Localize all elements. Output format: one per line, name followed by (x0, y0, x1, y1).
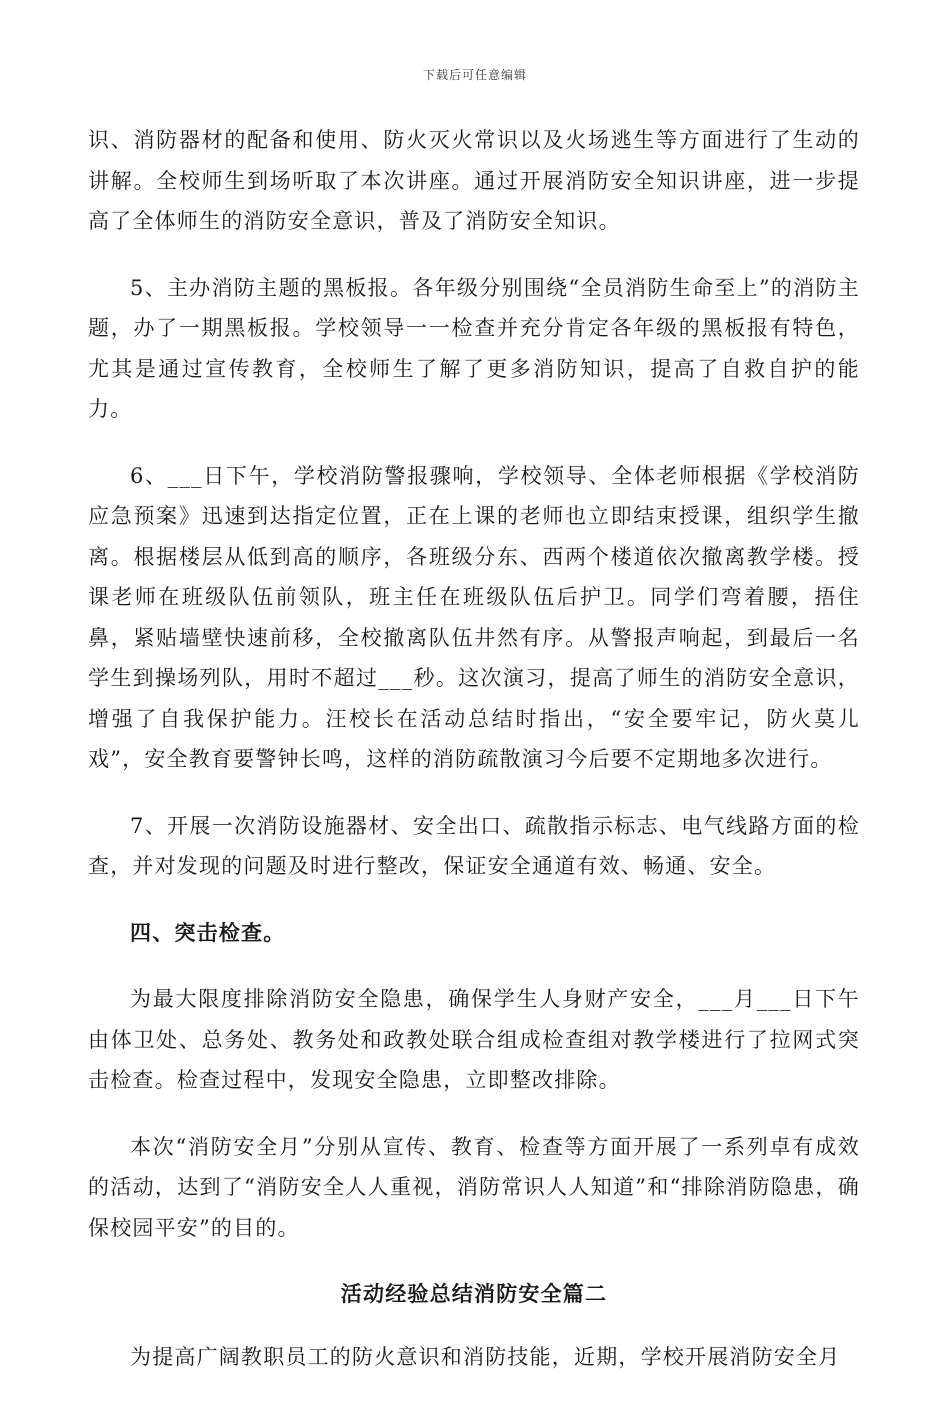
paragraph-drill: 6、___日下午，学校消防警报骤响，学校领导、全体老师根据《学校消防应急预案》迅速到达指定位置，正在上课的老师也立即结束授课，组织学生撤离。根据楼层从低到高的顺序，各班级分东、西两个楼道依次撤离教学楼。授课老师在班级队伍前领队，班主任在班级队伍后护卫。同学们弯着腰，捂住鼻，紧贴墙壁快速前移，全校撤离队伍井然有序。从警报声响起，到最后一名学生到操场列队，用时不超过___秒。这次演习，提高了师生的消防安全意识，增强了自我保护能力。汪校长在活动总结时指出，“安全要牢记，防火莫儿戏”，安全教育要警钟长鸣，这样的消防疏散演习今后要不定期地多次进行。 (88, 463, 860, 771)
paragraph-blackboard: 5、主办消防主题的黑板报。各年级分别围绕“全员消防生命至上”的消防主题，办了一期黑板报。学校领导一一检查并充分肯定各年级的黑板报有特色，尤其是通过宣传教育，全校师生了解了更多消防知识，提高了自救自护的能力。 (88, 275, 860, 421)
paragraph-part-two-intro: 为提高广阔教职员工的防火意识和消防技能，近期，学校开展消防安全月 (130, 1344, 841, 1369)
document-body (88, 120, 860, 1403)
paragraph-continued: 识、消防器材的配备和使用、防火灭火常识以及火场逃生等方面进行了生动的讲解。全校师生到场听取了本次讲座。通过开展消防安全知识讲座，进一步提高了全体师生的消防安全意识，普及了消防安全知识。 (88, 128, 860, 233)
page-header: 下载后可任意编辑 (422, 68, 527, 82)
paragraph-surprise-check: 为最大限度排除消防安全隐患，确保学生人身财产安全，___月___日下午由体卫处、总务处、教务处和政教处联合组成检查组对教学楼进行了拉网式突击检查。检查过程中，发现安全隐患，立即整改排除。 (88, 987, 860, 1092)
section-heading-surprise-check: 四、突击检查。 (130, 919, 286, 945)
article-title-part-two: 活动经验总结消防安全篇二 (340, 1281, 608, 1306)
paragraph-inspection: 7、开展一次消防设施器材、安全出口、疏散指示标志、电气线路方面的检查，并对发现的问题及时进行整改，保证安全通道有效、畅通、安全。 (88, 813, 860, 878)
paragraph-summary: 本次“消防安全月”分别从宣传、教育、检查等方面开展了一系列卓有成效的活动，达到了“消防安全人人重视，消防常识人人知道”和“排除消防隐患，确保校园平安”的目的。 (88, 1134, 860, 1240)
